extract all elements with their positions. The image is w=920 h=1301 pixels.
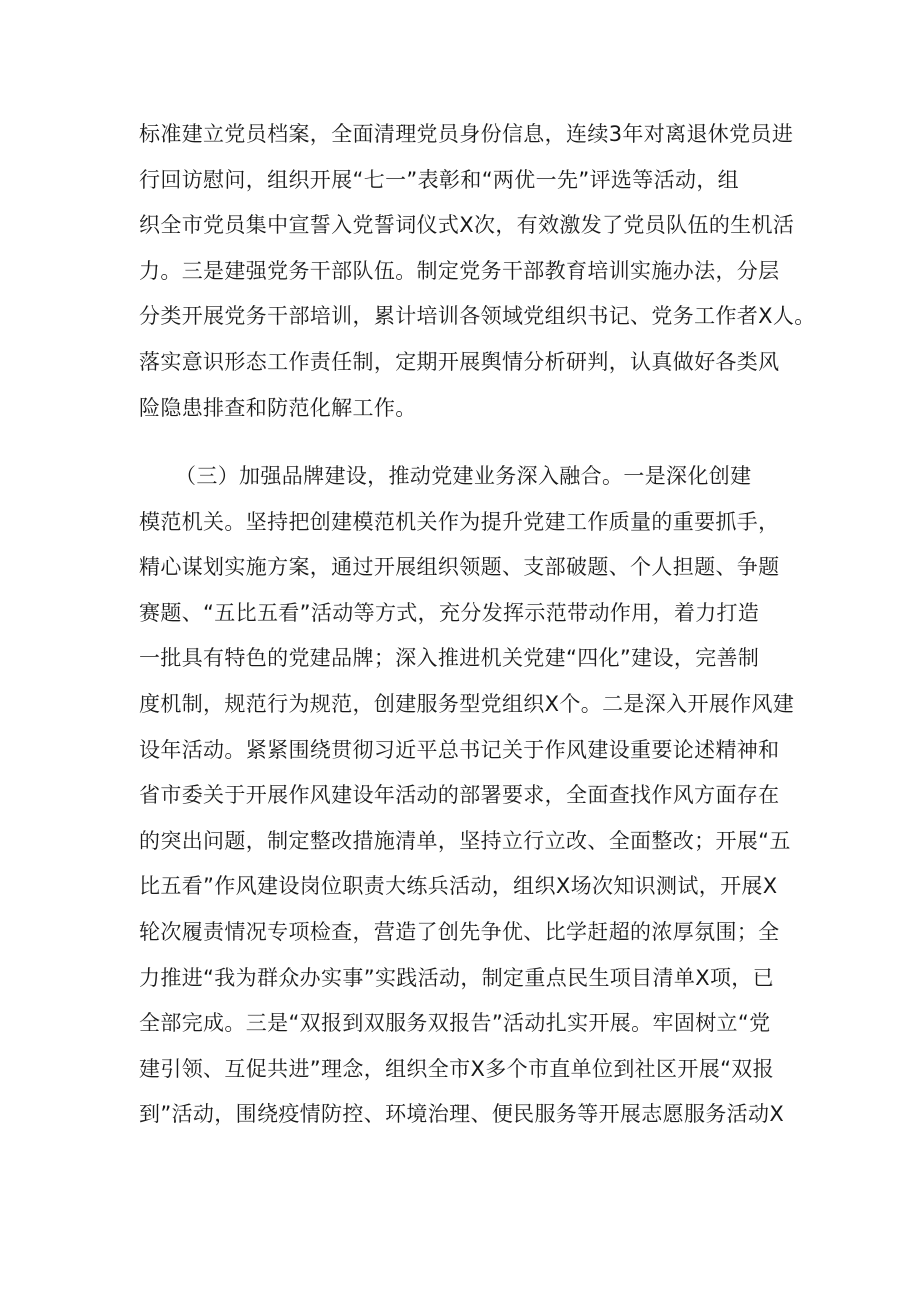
text-line: 轮次履责情况专项检查，营造了创先争优、比学赶超的浓厚氛围；全 [139,919,780,944]
text-line: 精心谋划实施方案，通过开展组织领题、支部破题、个人担题、争题 [139,555,780,580]
text-line: 省市委关于开展作风建设年活动的部署要求，全面查找作风方面存在 [139,783,780,808]
text-line: 标准建立党员档案，全面清理党员身份信息，连续3年对离退休党员进 [139,122,794,146]
text-line: 的突出问题，制定整改措施清单，坚持立行立改、全面整改；开展“五 [139,828,791,853]
text-line: 模范机关。坚持把创建模范机关作为提升党建工作质量的重要抓手， [139,509,780,534]
text-line: 落实意识形态工作责任制，定期开展舆情分析研判，认真做好各类风 [139,349,780,374]
text-line: 度机制，规范行为规范，创建服务型党组织X个。二是深入开展作风建 [139,691,795,716]
text-line: 险隐患排查和防范化解工作。 [139,395,417,420]
text-line: 织全市党员集中宣誓入党誓词仪式X次，有效激发了党员队伍的生机活 [139,213,795,238]
text-line: 分类开展党务干部培训，累计培训各领域党组织书记、党务工作者X人。 [139,304,816,329]
text-line: 全部完成。三是“双报到双服务双报告”活动扎实开展。牢固树立“党 [139,1011,771,1036]
text-line: 力推进“我为群众办实事”实践活动，制定重点民生项目清单X项，已 [139,965,774,990]
text-line: 一批具有特色的党建品牌；深入推进机关党建“四化”建设，完善制 [139,646,760,671]
text-line: 赛题、“五比五看”活动等方式，充分发挥示范带动作用，着力打造 [139,600,760,625]
paragraph-party-member-management [139,112,816,431]
text-line: 设年活动。紧紧围绕贯彻习近平总书记关于作风建设重要论述精神和 [139,737,780,762]
section-heading-line: （三）加强品牌建设，推动党建业务深入融合。一是深化创建 [175,464,752,488]
text-line: 比五看”作风建设岗位职责大练兵活动，组织X场次知识测试，开展X [139,874,778,899]
text-line: 行回访慰问，组织开展“七一”表彰和“两优一先”评选等活动，组 [139,167,740,192]
text-line: 建引领、互促共进”理念，组织全市X多个市直单位到社区开展“双报 [139,1056,774,1081]
text-line: 力。三是建强党务干部队伍。制定党务干部教育培训实施办法，分层 [139,258,780,283]
paragraph-brand-building [139,454,799,1138]
text-line: 到”活动，围绕疫情防控、环境治理、便民服务等开展志愿服务活动X [139,1102,785,1127]
